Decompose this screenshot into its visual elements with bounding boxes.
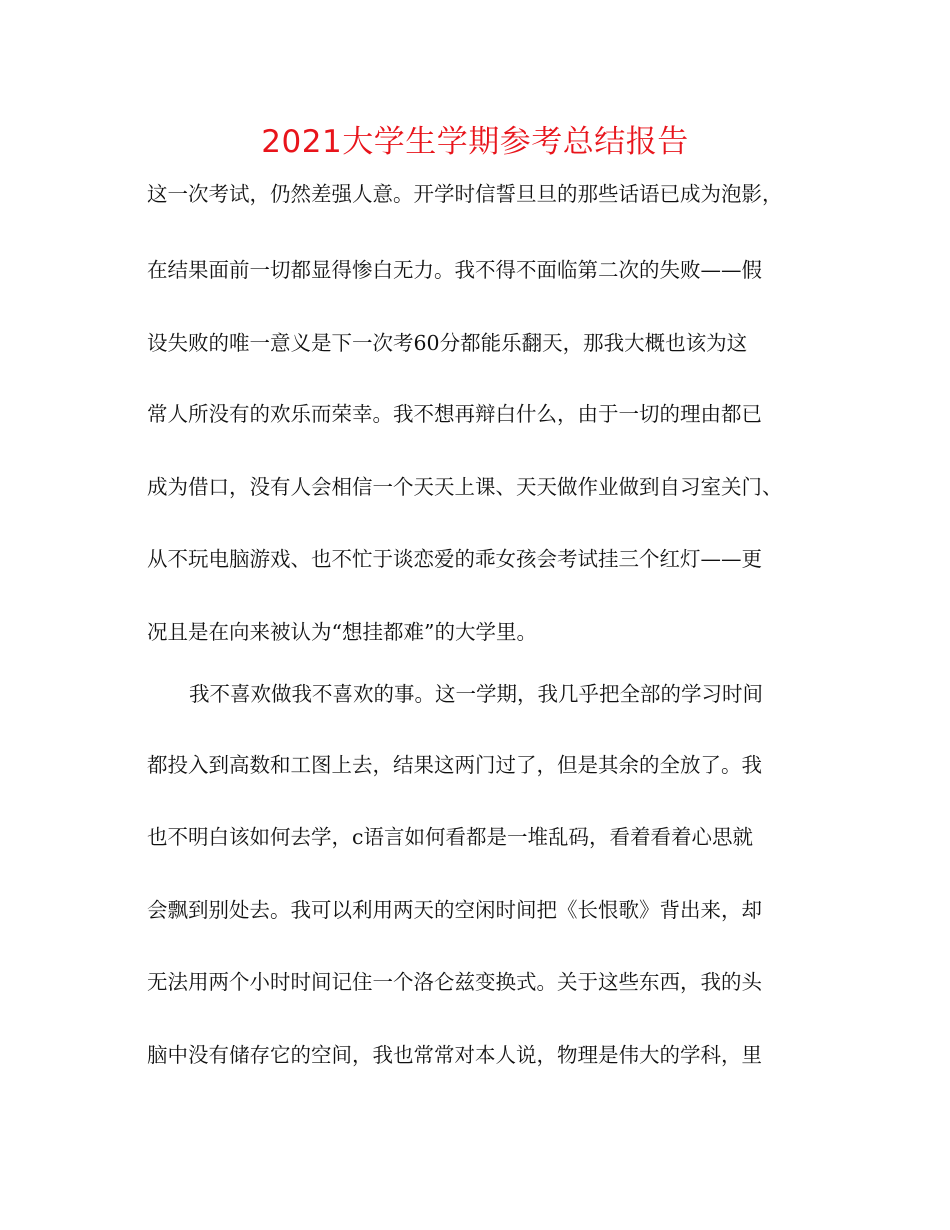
paragraph-line: 会飘到别处去。我可以利用两天的空闲时间把《长恨歌》背出来，却 xyxy=(147,898,762,922)
paragraph-line: 在结果面前一切都显得惨白无力。我不得不面临第二次的失败——假 xyxy=(147,258,762,282)
paragraph-line: 无法用两个小时时间记住一个洛仑兹变换式。关于这些东西，我的头 xyxy=(147,970,762,994)
paragraph-line: 都投入到高数和工图上去，结果这两门过了，但是其余的全放了。我 xyxy=(147,753,762,777)
document-title: 2021大学生学期参考总结报告 xyxy=(261,124,689,160)
paragraph-line: 设失败的唯一意义是下一次考60分都能乐翻天，那我大概也该为这 xyxy=(147,331,748,355)
paragraph-line: 这一次考试，仍然差强人意。开学时信誓旦旦的那些话语已成为泡影， xyxy=(147,182,783,206)
paragraph-line: 成为借口，没有人会相信一个天天上课、天天做作业做到自习室关门、 xyxy=(147,475,783,499)
paragraph-line: 我不喜欢做我不喜欢的事。这一学期，我几乎把全部的学习时间 xyxy=(189,682,763,706)
paragraph-line: 也不明白该如何去学，c语言如何看都是一堆乱码，看着看着心思就 xyxy=(147,825,753,849)
paragraph-line: 从不玩电脑游戏、也不忙于谈恋爱的乖女孩会考试挂三个红灯——更 xyxy=(147,547,762,571)
paragraph-line: 脑中没有储存它的空间，我也常常对本人说，物理是伟大的学科，里 xyxy=(147,1043,762,1067)
paragraph-line: 常人所没有的欢乐而荣幸。我不想再辩白什么，由于一切的理由都已 xyxy=(147,402,762,426)
paragraph-line: 况且是在向来被认为“想挂都难”的大学里。 xyxy=(147,620,537,644)
